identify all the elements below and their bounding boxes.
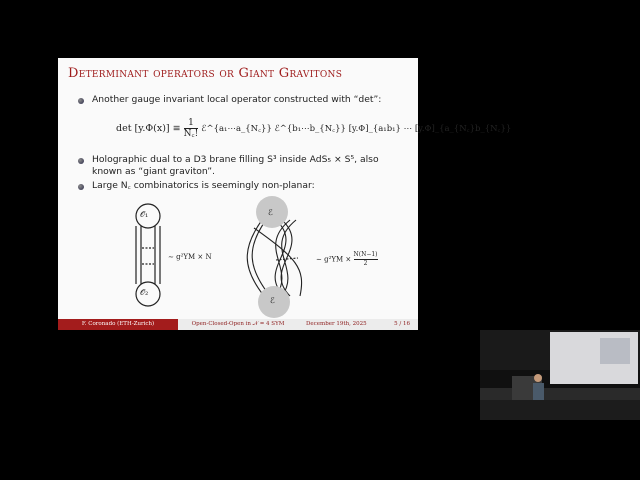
slide-title: Determinant operators or Giant Gravitons [68, 66, 343, 81]
bullet-text-1: Another gauge invariant local operator constructed with “det”: [92, 94, 382, 105]
footer-date-page [298, 319, 418, 330]
bullet-text-2-cont: known as “giant graviton”. [92, 166, 215, 177]
top-operator-label: 𝒪₁ [140, 210, 149, 219]
projected-slide [600, 338, 630, 364]
bottom-epsilon-label: ℰ [270, 296, 275, 305]
planar-scaling-label: ∼ g²YM × N [168, 253, 212, 261]
formula-rhs: ℰ^{a₁⋯a_{N꜀}} ℰ^{b₁⋯b_{N꜀}} [y.Φ]_{a₁b₁} ⋯ [y.Φ]_{a_{N꜀}b_{N꜀}} [201, 124, 512, 134]
tube-inner-lines [141, 226, 155, 284]
audience-row [480, 400, 640, 420]
footer-date: December 19th, 2025 [306, 321, 367, 327]
tube-dashed-rungs [142, 248, 154, 264]
bullet-icon [78, 184, 84, 190]
formula-fraction [184, 118, 199, 139]
nonplanar-scaling-prefix: ∼ g²YM × [316, 255, 352, 264]
lecture-room-scene [480, 330, 640, 420]
nonplanar-scaling-fraction [354, 251, 378, 268]
nonplanar-diagram [236, 198, 318, 316]
bullet-text-2: Holographic dual to a D3 brane filling S³ inside AdS₅ × S⁵, also [92, 154, 379, 165]
fraction-denominator: N꜀! [183, 129, 199, 139]
footer-talk-title: Open-Closed-Open in 𝒩 = 4 SYM [178, 319, 298, 330]
top-epsilon-label: ℰ [268, 208, 273, 217]
nonplanar-scaling-label [316, 251, 378, 268]
slide-footer [58, 319, 418, 330]
speaker-video-inset [480, 330, 640, 420]
formula-lhs: det [y.Φ(x)] ≡ [116, 123, 181, 134]
footer-page-number: 5 / 16 [394, 321, 410, 327]
speaker-head [534, 374, 542, 382]
bottom-operator-label: 𝒪₂ [140, 288, 149, 297]
tube-outer-lines [136, 226, 160, 284]
fraction-numerator: 1 [184, 118, 199, 129]
footer-author: F. Coronado (ETH-Zurich) [58, 319, 178, 330]
presentation-slide [58, 58, 512, 330]
ribbon-line [254, 228, 302, 296]
bullet-icon [78, 98, 84, 104]
bullet-text-3: Large N꜀ combinatorics is seemingly non-planar: [92, 180, 315, 191]
bullet-icon [78, 158, 84, 164]
nonplanar-fraction-denominator: 2 [363, 260, 368, 267]
nonplanar-fraction-numerator: N(N−1) [353, 251, 378, 258]
determinant-formula [116, 118, 511, 139]
